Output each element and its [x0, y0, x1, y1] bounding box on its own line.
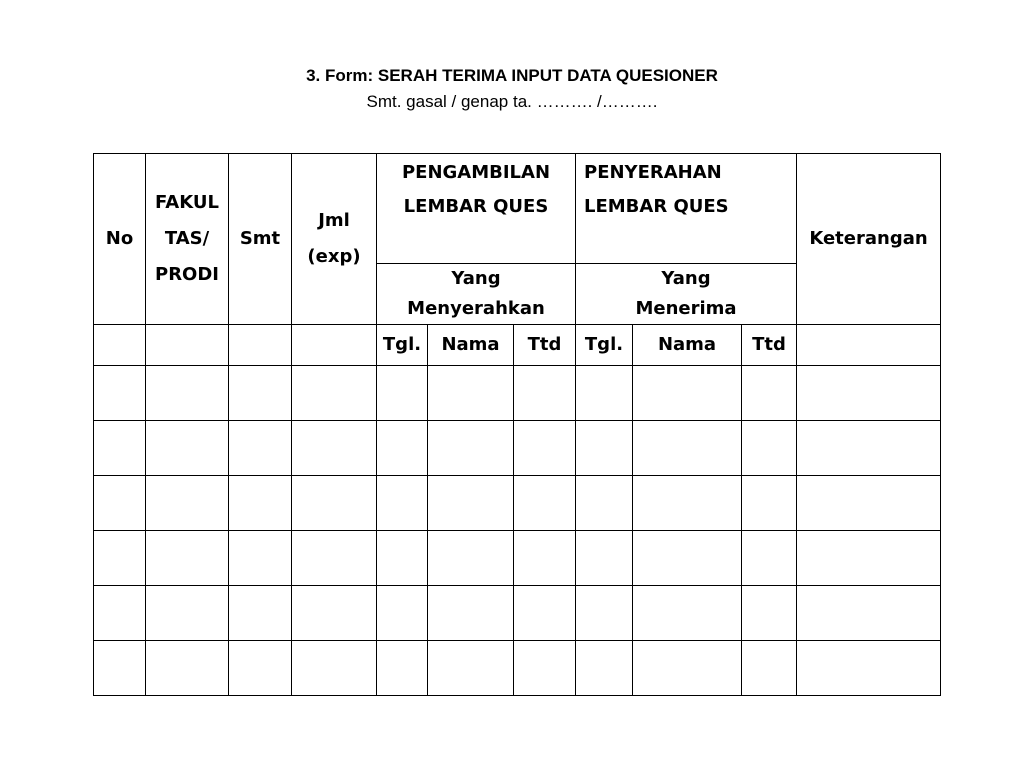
table-row [94, 641, 941, 696]
header-nama-1: Nama [428, 325, 514, 366]
table-cell[interactable] [576, 476, 633, 531]
table-cell[interactable] [428, 531, 514, 586]
table-cell[interactable] [292, 421, 377, 476]
table-cell[interactable] [292, 586, 377, 641]
header-yang-menerima: Yang Menerima [576, 264, 797, 325]
table-row [94, 366, 941, 421]
table-cell[interactable] [428, 421, 514, 476]
table-cell[interactable] [633, 421, 742, 476]
table-cell[interactable] [633, 586, 742, 641]
table-cell[interactable] [292, 641, 377, 696]
cell-empty [229, 325, 292, 366]
table-cell[interactable] [94, 366, 146, 421]
table-cell[interactable] [146, 586, 229, 641]
table-cell[interactable] [797, 476, 941, 531]
table-cell[interactable] [377, 586, 428, 641]
table-cell[interactable] [633, 531, 742, 586]
table-cell[interactable] [514, 586, 576, 641]
header-keterangan: Keterangan [797, 154, 941, 325]
table-cell[interactable] [428, 476, 514, 531]
table-cell[interactable] [576, 586, 633, 641]
header-penyerahan: PENYERAHAN LEMBAR QUES [576, 154, 797, 264]
table-cell[interactable] [377, 366, 428, 421]
table-cell[interactable] [292, 476, 377, 531]
table-cell[interactable] [377, 421, 428, 476]
cell-empty [94, 325, 146, 366]
header-ttd-1: Ttd [514, 325, 576, 366]
header-yang-menyerahkan: Yang Menyerahkan [377, 264, 576, 325]
table-cell[interactable] [146, 366, 229, 421]
table-row [94, 586, 941, 641]
table-cell[interactable] [229, 586, 292, 641]
table-cell[interactable] [377, 641, 428, 696]
header-pengambilan: PENGAMBILAN LEMBAR QUES [377, 154, 576, 264]
table-cell[interactable] [229, 641, 292, 696]
table-cell[interactable] [229, 366, 292, 421]
table-cell[interactable] [146, 531, 229, 586]
table-cell[interactable] [576, 641, 633, 696]
table-cell[interactable] [514, 366, 576, 421]
table-cell[interactable] [514, 421, 576, 476]
table-cell[interactable] [377, 476, 428, 531]
table-cell[interactable] [428, 641, 514, 696]
table-cell[interactable] [146, 476, 229, 531]
table-cell[interactable] [514, 641, 576, 696]
table-cell[interactable] [576, 366, 633, 421]
table-cell[interactable] [576, 421, 633, 476]
table-cell[interactable] [229, 421, 292, 476]
cell-empty [146, 325, 229, 366]
table-cell[interactable] [633, 366, 742, 421]
table-cell[interactable] [94, 476, 146, 531]
table-cell[interactable] [94, 421, 146, 476]
table-cell[interactable] [514, 476, 576, 531]
table-cell[interactable] [377, 531, 428, 586]
table-cell[interactable] [428, 586, 514, 641]
header-smt: Smt [229, 154, 292, 325]
table-cell[interactable] [797, 641, 941, 696]
header-tgl-2: Tgl. [576, 325, 633, 366]
table-cell[interactable] [94, 586, 146, 641]
table-cell[interactable] [797, 586, 941, 641]
table-cell[interactable] [742, 421, 797, 476]
header-ttd-2: Ttd [742, 325, 797, 366]
table-row [94, 476, 941, 531]
table-cell[interactable] [428, 366, 514, 421]
table-cell[interactable] [742, 476, 797, 531]
form-subtitle: Smt. gasal / genap ta. ………. /………. [366, 92, 658, 111]
table-cell[interactable] [633, 476, 742, 531]
table-cell[interactable] [797, 366, 941, 421]
table-cell[interactable] [229, 531, 292, 586]
table-cell[interactable] [146, 641, 229, 696]
header-no: No [94, 154, 146, 325]
form-title: 3. Form: SERAH TERIMA INPUT DATA QUESIONER [306, 66, 718, 85]
cell-empty [797, 325, 941, 366]
header-nama-2: Nama [633, 325, 742, 366]
table-row [94, 531, 941, 586]
table-cell[interactable] [146, 421, 229, 476]
table-row [94, 421, 941, 476]
header-tgl-1: Tgl. [377, 325, 428, 366]
header-jml: Jml (exp) [292, 154, 377, 325]
table-cell[interactable] [94, 641, 146, 696]
table-cell[interactable] [742, 586, 797, 641]
header-row-1 [94, 154, 941, 264]
table-cell[interactable] [797, 531, 941, 586]
table-cell[interactable] [514, 531, 576, 586]
table-cell[interactable] [797, 421, 941, 476]
header-row-3 [94, 325, 941, 366]
table-cell[interactable] [94, 531, 146, 586]
table-cell[interactable] [742, 641, 797, 696]
table-cell[interactable] [292, 531, 377, 586]
table-cell[interactable] [292, 366, 377, 421]
table-cell[interactable] [229, 476, 292, 531]
table-cell[interactable] [633, 641, 742, 696]
handover-table [93, 153, 941, 696]
header-fakultas: FAKUL TAS/ PRODI [146, 154, 229, 325]
cell-empty [292, 325, 377, 366]
table-cell[interactable] [576, 531, 633, 586]
table-cell[interactable] [742, 531, 797, 586]
table-cell[interactable] [742, 366, 797, 421]
